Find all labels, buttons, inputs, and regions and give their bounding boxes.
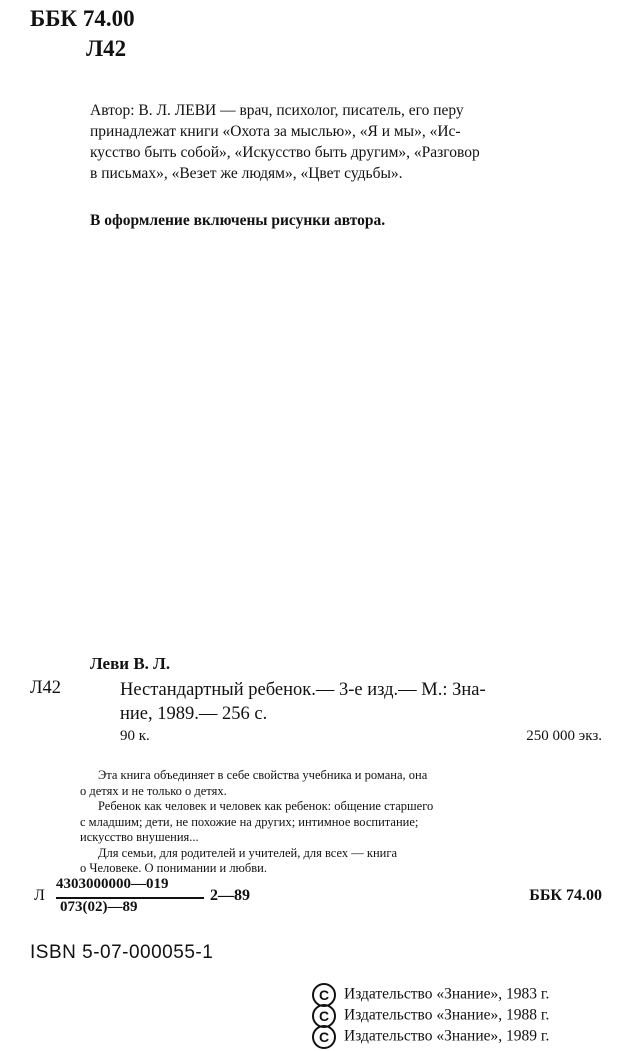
catalog-code: Л42 bbox=[30, 678, 62, 698]
copyright-text: Издательство «Знание», 1988 г. bbox=[344, 1006, 550, 1024]
illustrations-note: В оформление включены рисунки автора. bbox=[90, 212, 386, 229]
annotation-line: Эта книга объединяет в себе свойства учебника и романа, она bbox=[98, 768, 428, 782]
catalog-title-line: ние, 1989.— 256 с. bbox=[120, 704, 268, 724]
author-note-line: Автор: В. Л. ЛЕВИ — врач, психолог, писатель, его перу bbox=[90, 102, 464, 119]
copyright-line bbox=[312, 1025, 612, 1049]
index-numerator: 4303000000—019 bbox=[56, 876, 169, 892]
annotation-line: искусство внушения... bbox=[80, 830, 199, 844]
annotation-line: с младшим; дети, не похожие на других; интимное воспитание; bbox=[80, 814, 419, 829]
author-note-line: принадлежат книги «Охота за мыслью», «Я и мы», «Ис- bbox=[90, 123, 461, 140]
bbk-bottom: ББК 74.00 bbox=[529, 887, 602, 904]
isbn: ISBN 5-07-000055-1 bbox=[30, 942, 214, 963]
author-note-line: кусство быть собой», «Искусство быть другим», «Разговор bbox=[90, 144, 480, 161]
annotation-line: о детях и не только о детях. bbox=[80, 783, 227, 798]
index-letter: Л bbox=[34, 887, 45, 904]
author-note bbox=[90, 100, 610, 184]
annotation bbox=[80, 768, 612, 877]
copyright-icon: C bbox=[312, 1004, 336, 1028]
annotation-line: Для семьи, для родителей и учителей, для всех — книга bbox=[98, 845, 397, 860]
index-suffix: 2—89 bbox=[210, 887, 250, 904]
index-denominator: 073(02)—89 bbox=[60, 899, 138, 915]
bbk-classification: ББК 74.00 bbox=[30, 6, 135, 31]
catalog-price: 90 к. bbox=[120, 728, 150, 744]
copyright-text: Издательство «Знание», 1983 г. bbox=[344, 985, 550, 1003]
catalog-copies: 250 000 экз. bbox=[526, 728, 602, 744]
author-note-line: в письмах», «Везет же людям», «Цвет судьбы». bbox=[90, 165, 403, 182]
author-code: Л42 bbox=[86, 36, 127, 61]
catalog-author-heading: Леви В. Л. bbox=[90, 654, 171, 673]
copyright-icon: C bbox=[312, 983, 336, 1007]
catalog-title-line: Нестандартный ребенок.— 3-е изд.— М.: Зна- bbox=[120, 680, 486, 700]
annotation-line: о Человеке. О понимании и любви. bbox=[80, 861, 267, 875]
copyright-icon: C bbox=[312, 1025, 336, 1049]
annotation-line: Ребенок как человек и человек как ребенок: общение старшего bbox=[98, 799, 434, 813]
copyright-text: Издательство «Знание», 1989 г. bbox=[344, 1027, 550, 1045]
catalog-title bbox=[120, 678, 612, 726]
